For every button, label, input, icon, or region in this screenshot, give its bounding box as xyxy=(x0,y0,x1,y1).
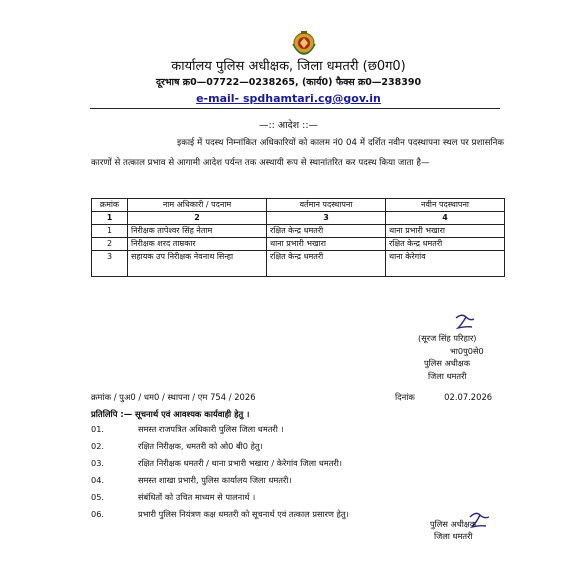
cell-new-posting: थाना केरेगांव xyxy=(386,251,505,277)
col-header-current-posting: वर्तमान पदस्थापना xyxy=(267,199,386,212)
copy-to-list xyxy=(91,424,511,526)
cell-name: सहायक उप निरीक्षक नेवनाथ सिन्हा xyxy=(128,251,267,277)
contact-line: दूरभाष क्र0—07722—0238265, (कार्य0) फैक्स क्र0—238390 xyxy=(155,77,422,88)
list-item xyxy=(91,475,511,492)
header-divider xyxy=(90,108,500,109)
order-body-text: इकाई में पदस्थ निम्नांकित अधिकारियों को कालम नं0 04 में दर्शित नवीन पदस्थापना स्थल पर प्रशासनिक कारणों से तत्काल प्रभाव से आगामी आदेश पर्यन्त तक अस्थायी रूप से स्थानांतरित कर पदस्थ किया जाता है— xyxy=(91,138,504,168)
list-item-text: प्रभारी पुलिस नियंत्रण कक्ष धमतरी को सूचनार्थ एवं तत्काल प्रसारण हेतु। xyxy=(138,509,349,519)
signatory-district: जिला धमतरी xyxy=(434,531,473,541)
col-header-name: नाम अधिकारी / पदनाम xyxy=(128,199,267,212)
col-number: 3 xyxy=(267,212,386,225)
table-row xyxy=(92,225,505,238)
table-header-row xyxy=(92,199,505,212)
table-row xyxy=(92,238,505,251)
list-item-number: 01. xyxy=(91,424,105,434)
list-item-number: 02. xyxy=(91,441,105,451)
list-item-number: 03. xyxy=(91,458,105,468)
copy-to-title: प्रतिलिपि :— सूचनार्थ एवं आवश्यक कार्यवाही हेतु । xyxy=(91,409,250,419)
reference-number: क्रमांक / पुअ0 / धम0 / स्थापना / एम 754 / 2026 xyxy=(91,392,256,402)
office-heading: कार्यालय पुलिस अधीक्षक, जिला धमतरी (छ0ग0) xyxy=(171,59,406,74)
list-item-number: 06. xyxy=(91,509,105,519)
transfer-table xyxy=(91,198,505,277)
list-item xyxy=(91,492,511,509)
police-emblem-icon xyxy=(290,30,318,56)
second-signature-block xyxy=(430,518,476,542)
list-item-text: रक्षित निरीक्षक धमतरी / थाना प्रभारी भखारा / केरेगांव जिला धमतरी। xyxy=(138,458,342,468)
list-item xyxy=(91,424,511,441)
table-column-number-row xyxy=(92,212,505,225)
cell-name: निरीक्षक शरद ताम्रकार xyxy=(128,238,267,251)
col-header-serial: क्रमांक xyxy=(92,199,128,212)
col-number: 1 xyxy=(92,212,128,225)
list-item-text: समस्त राजपत्रित अधिकारी पुलिस जिला धमतरी । xyxy=(138,424,284,434)
email-link[interactable]: e-mail- spdhamtari.cg@gov.in xyxy=(196,92,381,105)
cell-name: निरीक्षक तापेश्वर सिंह नेताम xyxy=(128,225,267,238)
cell-new-posting: थाना प्रभारी भखारा xyxy=(386,225,505,238)
signatory-designation: पुलिस अधीक्षक xyxy=(424,358,471,368)
date-label: दिनांक xyxy=(395,392,415,402)
list-item-text: समस्त शाखा प्रभारी, पुलिस कार्यालय जिला धमतरी। xyxy=(138,475,292,485)
table-row xyxy=(92,251,505,277)
col-header-new-posting: नवीन पदस्थापना xyxy=(386,199,505,212)
signatory-name: (सूरज सिंह परिहार) xyxy=(418,333,477,343)
signature-block xyxy=(418,332,538,382)
list-item-number: 04. xyxy=(91,475,105,485)
list-item-text: रक्षित निरीक्षक, धमतरी को ओ0 बी0 हेतु। xyxy=(138,441,263,451)
order-title: —:: आदेश ::— xyxy=(258,120,319,131)
cell-current-posting: रक्षित केन्द्र धमतरी xyxy=(267,251,386,277)
signature-icon xyxy=(452,312,478,334)
list-item xyxy=(91,441,511,458)
order-date xyxy=(395,392,492,403)
col-number: 2 xyxy=(128,212,267,225)
cell-new-posting: रक्षित केन्द्र धमतरी xyxy=(386,238,505,251)
cell-current-posting: रक्षित केन्द्र धमतरी xyxy=(267,225,386,238)
date-value: 02.07.2026 xyxy=(444,392,493,402)
signatory-service: भा0पु0से0 xyxy=(450,345,484,356)
list-item-text: संबंधितों को उचित माध्यम से पालनार्थ । xyxy=(138,492,256,502)
cell-serial: 2 xyxy=(92,238,128,251)
cell-serial: 3 xyxy=(92,251,128,277)
signatory-designation: पुलिस अधीक्षक xyxy=(430,519,477,529)
list-item-number: 05. xyxy=(91,492,105,502)
cell-serial: 1 xyxy=(92,225,128,238)
cell-current-posting: थाना प्रभारी भखारा xyxy=(267,238,386,251)
list-item xyxy=(91,458,511,475)
signatory-district: जिला धमतरी xyxy=(428,370,467,381)
col-number: 4 xyxy=(386,212,505,225)
